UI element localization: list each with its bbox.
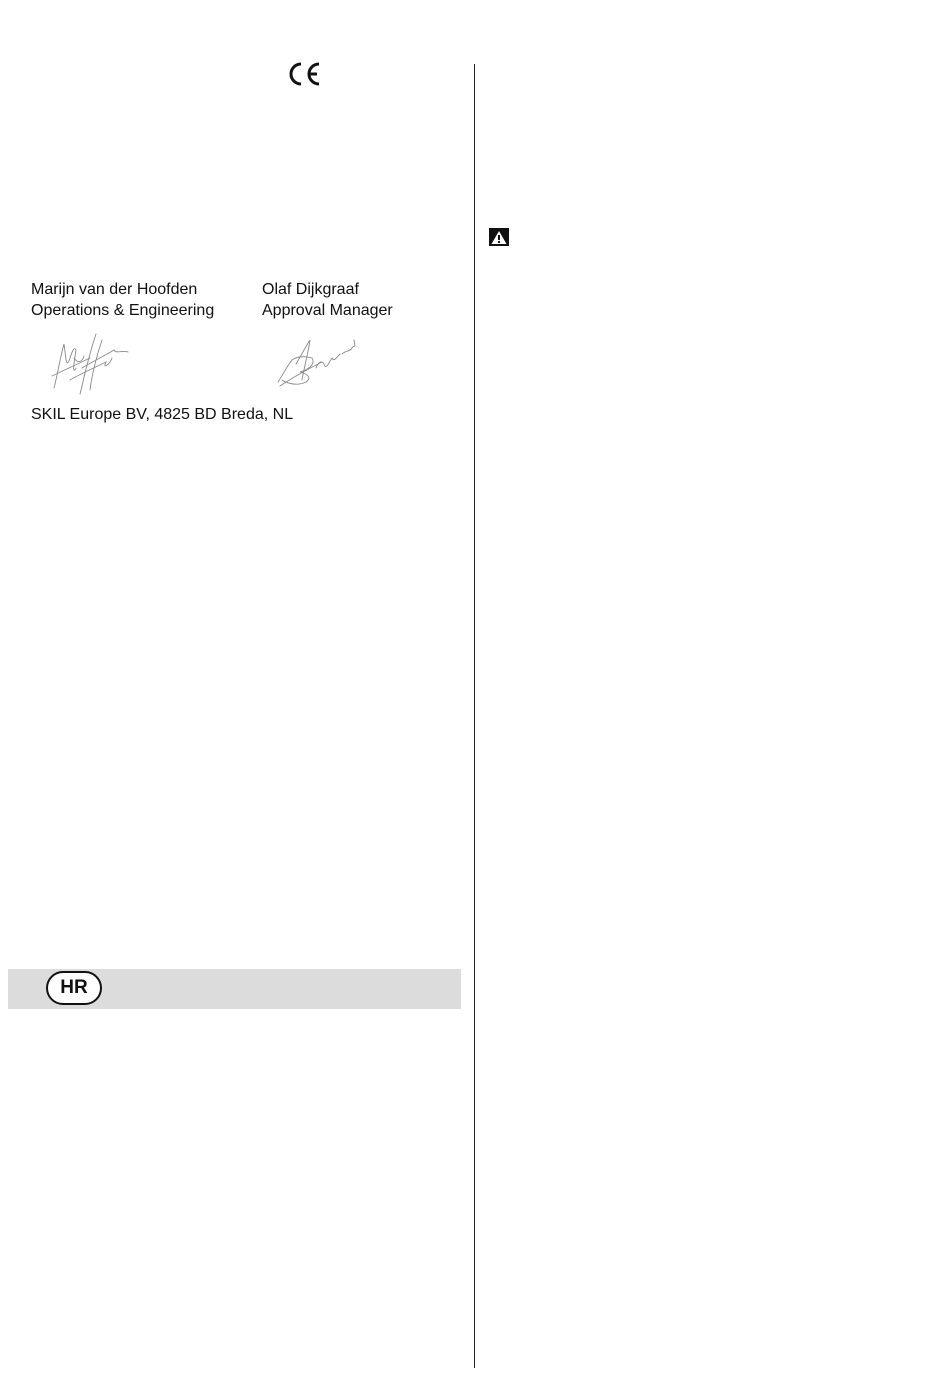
signatory-title: Operations & Engineering [31,302,215,319]
column-divider [474,64,475,1368]
signatory-left [31,279,214,321]
signatory-right [262,279,393,321]
signatory-name: Marijn van der Hoofden [31,281,198,298]
signature-left [44,328,136,398]
language-code-badge: HR [46,971,102,1005]
signatory-title: Approval Manager [262,302,393,319]
signatory-name: Olaf Dijkgraaf [262,281,359,298]
company-address: SKIL Europe BV, 4825 BD Breda, NL [31,406,294,423]
ce-mark-icon [287,60,323,88]
warning-triangle-icon [489,228,509,246]
signature-right [272,334,364,404]
language-section-bar [8,969,461,1009]
